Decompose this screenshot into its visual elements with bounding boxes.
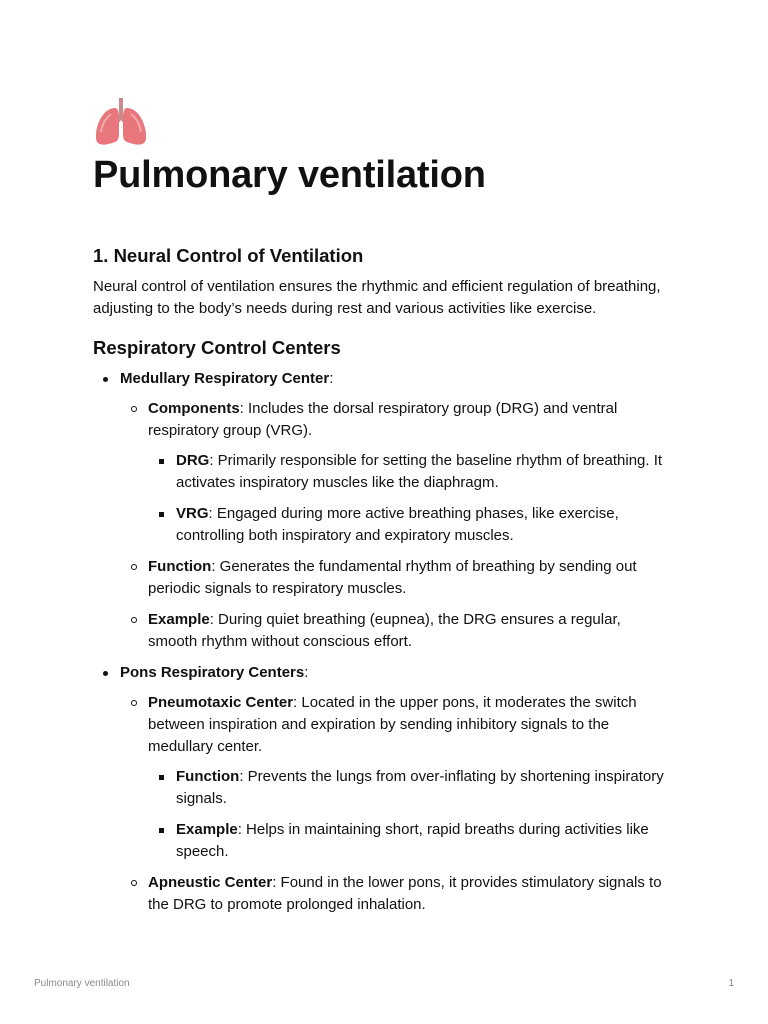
example-text: : During quiet breathing (eupnea), the DRG ensures a regular, smooth rhythm without conscious effort. (148, 611, 621, 650)
list-item-components (148, 398, 673, 547)
pneumotaxic-function-label: Function (176, 768, 240, 785)
medullary-sublist (120, 398, 673, 653)
list-item-pneumotaxic-example (176, 819, 673, 863)
example-label: Example (148, 611, 210, 628)
medullary-label: Medullary Respiratory Center (120, 370, 330, 387)
pneumotaxic-example-label: Example (176, 821, 238, 838)
list-item-apneustic (148, 872, 673, 916)
footer-page-number: 1 (728, 978, 734, 989)
list-item-pons: Pons Respiratory Centers: Pneumotaxic Center: Located in the upper pons, it moderates the switch between inspiration and expiration by sending inhibitory signals to the medullary center. Function: Prevents the lungs from over-inflating by shortening inspiratory signals. Example: Helps in maintaining short, rapid breaths during activities like speech. Apneustic Center: Found in the lower pons, it provides stimulatory signals to the DRG to promote prolonged inhalation. (120, 662, 673, 916)
list-item-medullary: Medullary Respiratory Center: Components: Includes the dorsal respiratory group (DRG) and ventral respiratory group (VRG). DRG: Primarily responsible for setting the baseline rhythm of breathing. It activates inspiratory muscles like the diaphragm. VRG: Engaged during more active breathing phases, like exercise, controlling both inspiratory and expiratory muscles. Function: Generates the fundamental rhythm of breathing by sending out periodic signals to respiratory muscles. Example: During quiet breathing (eupnea), the DRG ensures a regular, smooth rhythm without conscious effort. (120, 368, 673, 653)
document-page (93, 96, 673, 925)
footer-title: Pulmonary ventilation (34, 978, 130, 989)
subsection-heading-control-centers: Respiratory Control Centers (93, 337, 341, 358)
section-heading-neural-control: 1. Neural Control of Ventilation (93, 245, 364, 266)
apneustic-label: Apneustic Center (148, 874, 273, 891)
list-item-medullary-example (148, 609, 673, 653)
function-text: : Generates the fundamental rhythm of breathing by sending out periodic signals to respiratory muscles. (148, 558, 637, 597)
pneumotaxic-function-text: : Prevents the lungs from over-inflating by shortening inspiratory signals. (176, 768, 664, 807)
function-label: Function (148, 558, 212, 575)
pneumotaxic-text: : Located in the upper pons, it moderates the switch between inspiration and expiration by sending inhibitory signals to the medullary center. (148, 694, 637, 755)
pneumotaxic-example-text: : Helps in maintaining short, rapid breaths during activities like speech. (176, 821, 649, 860)
components-sublist (148, 450, 673, 547)
apneustic-text: : Found in the lower pons, it provides stimulatory signals to the DRG to promote prolonged inhalation. (148, 874, 662, 913)
control-centers-list (93, 368, 673, 916)
pneumotaxic-label: Pneumotaxic Center (148, 694, 294, 711)
drg-label: DRG (176, 452, 210, 469)
vrg-text: : Engaged during more active breathing phases, like exercise, controlling both inspiratory and expiratory muscles. (176, 505, 619, 544)
page-title: Pulmonary ventilation (93, 154, 486, 196)
drg-text: : Primarily responsible for setting the baseline rhythm of breathing. It activates inspiratory muscles like the diaphragm. (176, 452, 663, 491)
vrg-label: VRG (176, 505, 209, 522)
components-text: : Includes the dorsal respiratory group (DRG) and ventral respiratory group (VRG). (148, 400, 618, 439)
lungs-icon (93, 96, 149, 148)
components-label: Components (148, 400, 240, 417)
list-item-medullary-function (148, 556, 673, 600)
list-item-pneumotaxic-function (176, 766, 673, 810)
pons-sublist (120, 692, 673, 916)
pneumotaxic-sublist (148, 766, 673, 863)
intro-paragraph: Neural control of ventilation ensures the rhythmic and efficient regulation of breathing, adjusting to the body’s needs during rest and various activities like exercise. (93, 278, 661, 317)
list-item-vrg (176, 503, 673, 547)
list-item-drg (176, 450, 673, 494)
pons-label: Pons Respiratory Centers (120, 664, 305, 681)
list-item-pneumotaxic (148, 692, 673, 863)
